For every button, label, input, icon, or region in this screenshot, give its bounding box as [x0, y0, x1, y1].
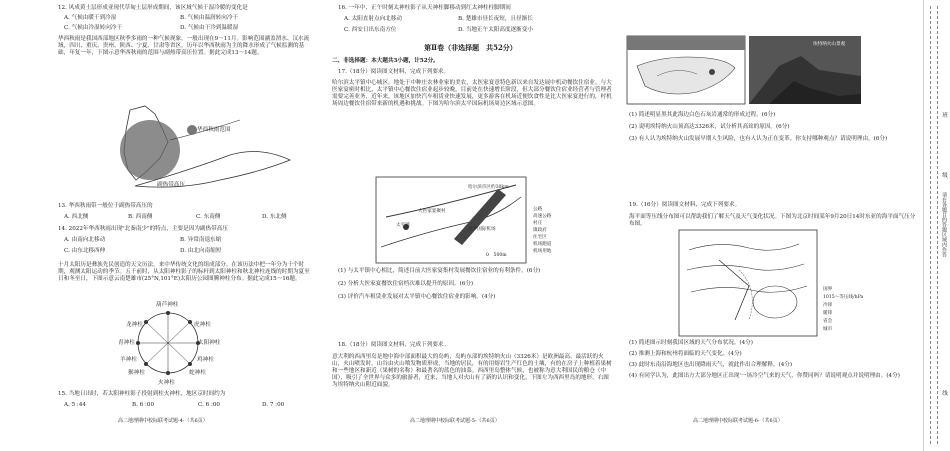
- legend-town-gov: 镇政府: [533, 228, 547, 233]
- strip-instruction: 请在各题目的答题区域内作答: [941, 192, 947, 257]
- option-16d: D. 当地正午太阳高度逐渐变小: [458, 27, 533, 33]
- pillar-left-top: 龙神柱: [126, 322, 143, 328]
- legend-village: 村庄: [533, 221, 543, 226]
- photo-caption: 埃特纳火山景观: [813, 42, 846, 47]
- option-16b: B. 楚雄市昼长夜短，且昼渐长: [458, 16, 533, 22]
- q18-material: 意大利的西西里岛是地中海中部面积最大的岛屿，岛屿东部的埃特纳火山（3326米）是欧洲最高、最活跃的火山，火山喷发时，山谷由火山喷发物质形成，当地的居民，有的用熔岩生产红色的土壤，有的在房子上种植着果树和一些地区和新近（果树的名称）和最著名的蓝色的油菜。西西里岛整体气候，也被称为意大利国民的粮仓（中国），吸引了全世界与众多的旅游者，近来，当地人对火山有了新的认识和变化。下图左为西西里岛的地形，右图为埃特纳火山附近面貌。: [332, 354, 612, 388]
- option-16c: C. 西安日出东南方位: [344, 27, 397, 33]
- legend-warm-front: 暖锋: [823, 311, 833, 316]
- pillar-left-3: 羊神柱: [120, 357, 137, 363]
- exam-page-6: [623, 0, 923, 451]
- q17-part1: (1) 与太平镇中心相比，简述目前大医家宴集村发展餐饮住宿业的有利条件。(6分): [338, 268, 541, 274]
- label-subtropical-high: 副热带高压: [157, 182, 185, 188]
- pillar-left-2: 青神柱: [118, 340, 135, 346]
- option-14c: C. 由东北移西伸: [64, 248, 106, 254]
- question-18: 18.（18分）阅读图文材料，完成下列要求。: [338, 342, 450, 348]
- legend-border: 国界: [823, 287, 833, 292]
- legend-isobar: 1015～等压线/hPa: [823, 295, 864, 300]
- map-scale: 0 500m: [486, 253, 507, 258]
- strip-mark-2: 级: [941, 172, 947, 178]
- option-13b: B. 西南侧: [128, 214, 153, 220]
- page-footer: 高二地理期中校际联考试题-6-（共6页）: [693, 418, 783, 424]
- q17-part2: (2) 分析大医家宴餐饮住宿档次难以提升的原因。(6分): [338, 281, 474, 287]
- intro-15-16: 十月太阳历是彝族先民创造的天文历法，来中华传统文化的组成部分。在该历法中把一年分为十个时期，观测太阳运动的季节。五千前时，从太阳神柱影子的标杆到太阳神柱和秋北神柱连线的时期为夏至日和冬至日，下图示意云南楚雄市(25°N,101°E)太阳历公园图腾神柱分布。据此完成15～16题。: [58, 262, 310, 282]
- q19-material: 海平面等压线分布图可以帮助我们了解天气及天气变化状况。下图为北京时间某年9月20日14时东亚的海平面气压分布图。: [629, 214, 916, 227]
- option-12d: D. 气候由干冷到温暖湿: [180, 25, 239, 31]
- q19-part2: (2) 推测上海和杭州将面临的天气变化。(4分): [629, 351, 742, 357]
- pillar-north: 葫芦神柱: [156, 302, 179, 308]
- question-17: 17.（18分）阅读图文材料，完成下列要求。: [338, 69, 450, 75]
- legend-residential: 住宅区: [533, 235, 547, 240]
- binding-strip: [923, 0, 950, 451]
- legend-road: 公路: [533, 207, 543, 212]
- pillar-south: 火神柱: [158, 380, 175, 386]
- exam-page-4: [0, 0, 318, 451]
- pillar-left-bottom: 猴神柱: [128, 370, 145, 376]
- legend-capital: 省会: [823, 319, 833, 324]
- option-14d: D. 由北向南缩短: [180, 248, 222, 254]
- option-16a: A. 太阳直射点向北移动: [344, 16, 402, 22]
- pillar-right-top: 虎神柱: [194, 322, 211, 328]
- exam-page-5: [318, 0, 623, 451]
- question-14: 14. 2022年华西秋雨出现"北秦南少"的特点，主要是因为副热带高压: [58, 226, 228, 232]
- option-14b: B. 异常南退东缩: [180, 237, 222, 243]
- option-14a: A. 由南向北移动: [64, 237, 106, 243]
- question-19: 19.（16分）阅读图文材料，完成下列要求。: [629, 202, 741, 208]
- option-12c: C. 气候由冷湿转向冷干: [64, 25, 122, 31]
- option-15a: A. 5 :44: [64, 402, 86, 408]
- q17-material: 哈尔滨太平镇中心城区，地处于中种庄农林业家的美农，太医家宴意特色新以来自发达展中机动餐饮住宿业。与大医家宴密时相比，太平镇中心餐饮住宿业起步较晚，目前处在快速增长阶段，但大部分餐饮住宿业经营者与管理者需要完善业务，近年来，该地区加快汽车租赁业快速发展，更多游客在机场近便饮食性是比大医家宴进行的，村机场周边餐饮住宿带来新的机遇和挑战。下图为哈尔滨太平国际机场周边区域示意图。: [332, 80, 612, 107]
- sea-level-pressure-map: [679, 230, 817, 336]
- q19-part1: (1) 简述图示时刻我国区域的天气分布状况。(4分): [629, 340, 753, 346]
- section-2-title: 二、非选择题：本大题共3小题，计52分。: [332, 58, 439, 64]
- legend-expressway: 高速公路: [533, 214, 552, 219]
- legend-city: 城市: [823, 327, 833, 332]
- option-15c: C. 6 :00: [198, 402, 220, 408]
- option-15b: B. 6 :00: [132, 402, 155, 408]
- map-label-taiping-town: 太平镇: [396, 223, 410, 228]
- legend-huaxi-rain: 华西秋雨范围: [197, 127, 231, 133]
- q18-part1: (1) 简述明显黑其此海边白色石灰岩通常的形成过程。(6分): [629, 112, 776, 118]
- option-12a: A. 气候由暖干到冷湿: [64, 15, 117, 21]
- q19-part3: (3) 此时东南沿海地区也出现降雨天气，就此作出合理解释。(4分): [629, 362, 793, 368]
- huaxi-autumn-rain-map: [100, 100, 300, 195]
- question-16: 16. 一年中，正午时刻太神柱影子从天神柱脚移动到红太神柱柱脚期间: [338, 5, 511, 11]
- question-13: 13. 华西秋雨带一般位于副热带高压的: [58, 203, 153, 209]
- legend-airport-land: 机场用地: [533, 249, 552, 254]
- page-footer: 高二地理期中校际联考试题-5-（共6页）: [410, 418, 500, 424]
- question-15: 15. 当地日出时，若太阳神柱影子投射到柱火神柱，地区京时间约为: [58, 391, 226, 397]
- strip-mark-1: 班: [941, 112, 947, 118]
- sicily-terrain-map: [627, 36, 745, 104]
- intro-13-14: 华西秋雨是我国西部地区秋季多雨的一种气候现象，一般出现在9～11月。影响范围涵盖渭水、汉水流域，四川、重庆、贵州、陕西、宁夏、甘肃等省区。历年以华西秋雨为主的降水形成了气候监测的基础，年复一年，下图示意华西秋雨的范围与副热带高压位置。据此完成13～14题。: [58, 36, 310, 56]
- option-15d: D. 7 :00: [262, 402, 285, 408]
- q18-part3: (3) 有人认为埃特纳火山发展早期人生风险，也有人认为正在变革。你支持哪种观点？请说明理由。(6分): [629, 136, 888, 142]
- legend-runway: 机场跑道: [533, 242, 552, 247]
- q18-part2: (2) 说明埃特纳火山顶高达3326米，试分析其高耸的原因。(6分): [629, 124, 790, 130]
- part-2-title: 第Ⅱ卷（非选择题 共52分）: [424, 43, 517, 52]
- map-label-harbin: 哈尔滨市区约30km: [468, 185, 509, 190]
- pillar-right-bottom: 蛇神柱: [189, 370, 206, 376]
- pillar-right-2: 太阳神柱: [198, 340, 221, 346]
- option-13a: A. 西北侧: [64, 214, 89, 220]
- option-13d: D. 东北侧: [262, 214, 287, 220]
- legend-cold-front: 冷锋: [823, 303, 833, 308]
- q19-part4: (4) 有同学认为，此图出方大部分地区正出现'一场冷空气来的天气，你赞同吗？请说明观点并说明理由。(4分): [629, 373, 900, 379]
- map-label-airport: 太平国际机场: [468, 227, 496, 232]
- option-13c: C. 东南侧: [196, 214, 221, 220]
- q17-part3: (3) 评价汽车租赁业发展对太平镇中心餐饮住宿业的影响。(4分): [338, 294, 496, 300]
- strip-mark-3: 线: [941, 390, 947, 396]
- option-12b: B. 气候由温润转向冷干: [180, 15, 239, 21]
- question-12: 12. 风成黄土层形成亚现代草甸土层形成期间，该区域气候干湿冷暖的变化是: [58, 5, 248, 11]
- pillar-right-3: 鸡神柱: [197, 357, 214, 363]
- page-footer: 高二地理期中校际联考试题-4-（共6页）: [118, 418, 208, 424]
- map-label-village: 大医家宴聚村: [418, 209, 446, 214]
